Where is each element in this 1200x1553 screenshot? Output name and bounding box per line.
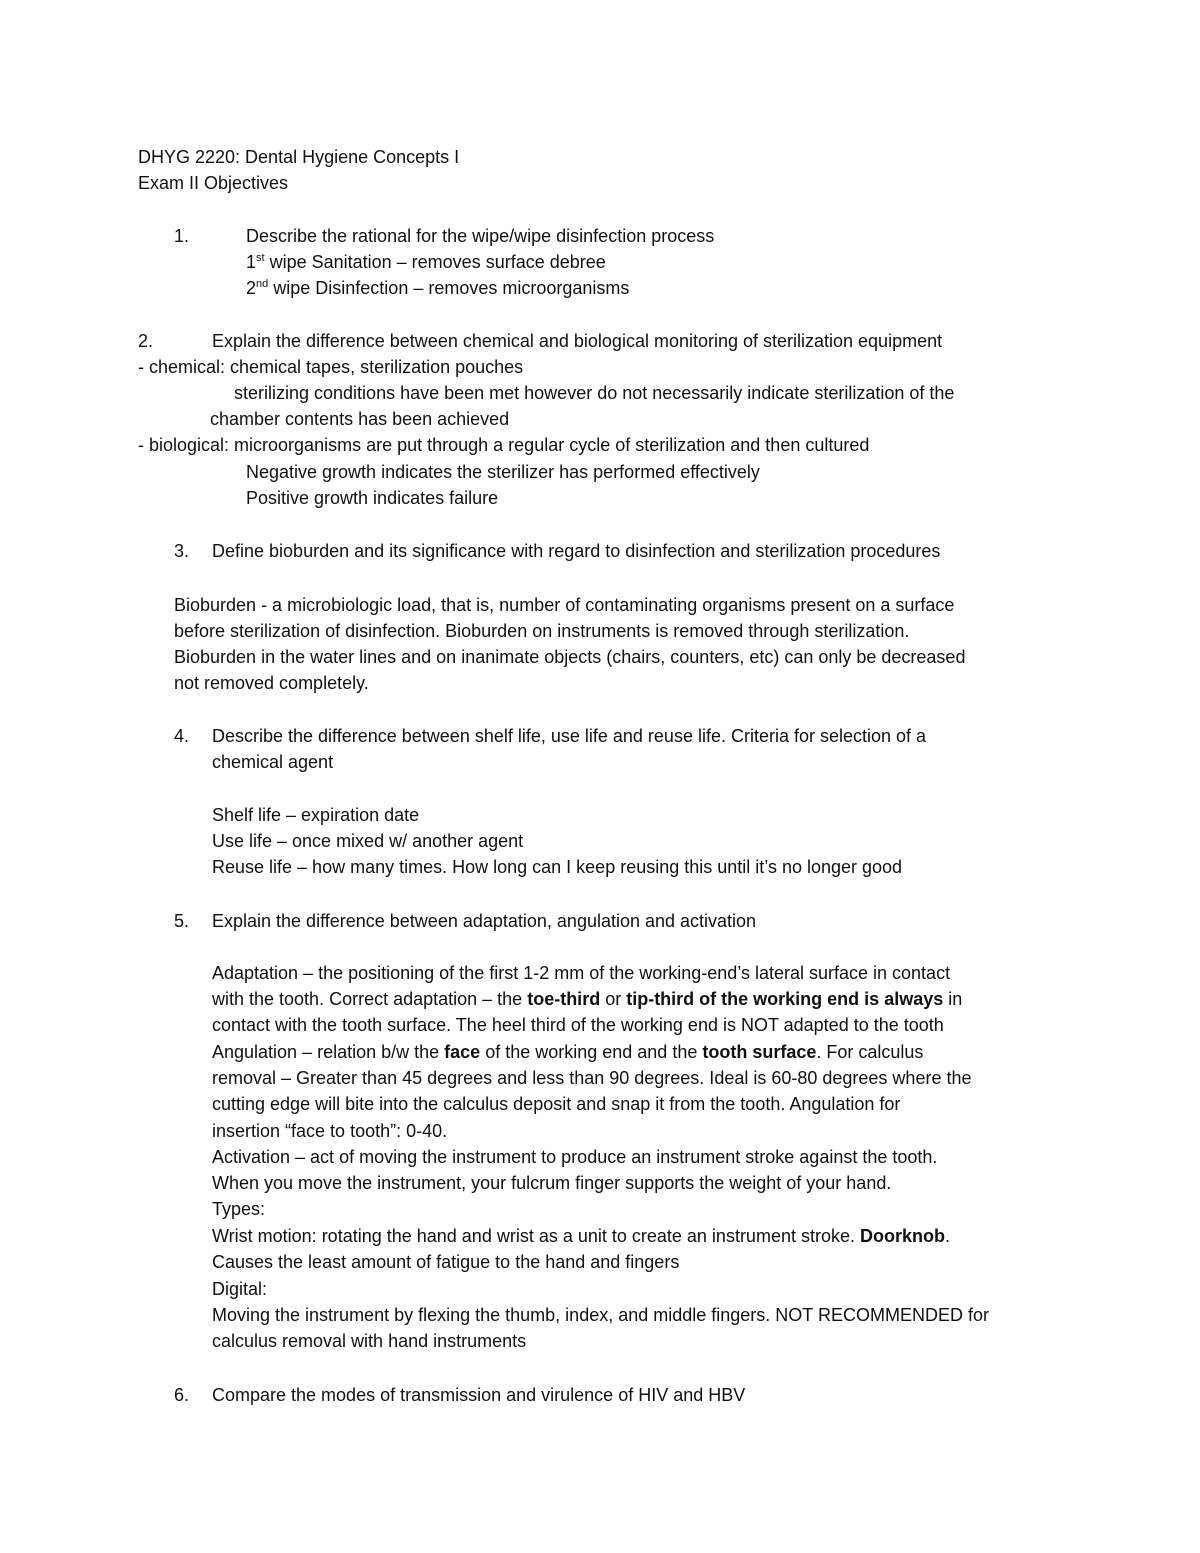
objective-1-text: Describe the rational for the wipe/wipe disinfection process (246, 226, 715, 246)
objective-5-answer-line: insertion “face to tooth”: 0-40. (212, 1121, 448, 1141)
objective-5-answer-line: Types: (212, 1199, 266, 1219)
objective-5-answer-line: Adaptation – the positioning of the first 1-2 mm of the working-end’s lateral surface in contact (212, 963, 951, 983)
objective-5-answer-line: Moving the instrument by flexing the thumb, index, and middle fingers. NOT RECOMMENDED for (212, 1305, 989, 1325)
objective-5-answer-line: cutting edge will bite into the calculus deposit and snap it from the tooth. Angulation for (212, 1094, 901, 1114)
exam-title: Exam II Objectives (138, 173, 289, 193)
objective-3-number: 3. (174, 541, 190, 561)
objective-2-text: Explain the difference between chemical and biological monitoring of sterilization equipment (212, 331, 943, 351)
objective-2-number: 2. (138, 331, 154, 351)
objective-5-answer-line: Digital: (212, 1279, 268, 1299)
objective-3-text: Define bioburden and its significance with regard to disinfection and sterilization procedures (212, 541, 941, 561)
objective-4-answer-line: Shelf life – expiration date (212, 805, 420, 825)
objective-2-answer-line: - chemical: chemical tapes, sterilization pouches (138, 357, 524, 377)
objective-5-answer-line: Wrist motion: rotating the hand and wrist as a unit to create an instrument stroke. Doorknob. (212, 1226, 950, 1246)
objective-5-text: Explain the difference between adaptation, angulation and activation (212, 911, 757, 931)
objective-5-answer-line: Angulation – relation b/w the face of the working end and the tooth surface. For calculus (212, 1042, 924, 1062)
objective-3-answer-line: before sterilization of disinfection. Bioburden on instruments is removed through sterilization. (174, 621, 910, 641)
course-title: DHYG 2220: Dental Hygiene Concepts I (138, 147, 460, 167)
objective-3-answer-line: Bioburden in the water lines and on inanimate objects (chairs, counters, etc) can only be decreased (174, 647, 966, 667)
objective-5-answer-line: Activation – act of moving the instrument to produce an instrument stroke against the tooth. (212, 1147, 938, 1167)
objective-3-answer-line: not removed completely. (174, 673, 369, 693)
objective-5-answer-line: contact with the tooth surface. The heel third of the working end is NOT adapted to the tooth (212, 1015, 944, 1035)
objective-4-text: chemical agent (212, 752, 334, 772)
objective-6-number: 6. (174, 1385, 190, 1405)
objective-5-answer-line: with the tooth. Correct adaptation – the toe-third or tip-third of the working end is always in (212, 989, 963, 1009)
objective-4-number: 4. (174, 726, 190, 746)
objective-1-number: 1. (174, 226, 190, 246)
objective-4-answer-line: Reuse life – how many times. How long can I keep reusing this until it’s no longer good (212, 857, 903, 877)
objective-4-text: Describe the difference between shelf life, use life and reuse life. Criteria for selection of a (212, 726, 927, 746)
objective-2-answer-line: chamber contents has been achieved (210, 409, 510, 429)
objective-2-answer-line: sterilizing conditions have been met however do not necessarily indicate sterilization of the (234, 383, 955, 403)
objective-2-answer-line: Negative growth indicates the sterilizer has performed effectively (246, 462, 760, 482)
objective-5-answer-line: calculus removal with hand instruments (212, 1331, 527, 1351)
objective-2-answer-line: Positive growth indicates failure (246, 488, 499, 508)
objective-5-answer-line: When you move the instrument, your fulcrum finger supports the weight of your hand. (212, 1173, 892, 1193)
objective-6-text: Compare the modes of transmission and virulence of HIV and HBV (212, 1385, 746, 1405)
objective-5-answer-line: Causes the least amount of fatigue to the hand and fingers (212, 1252, 680, 1272)
objective-4-answer-line: Use life – once mixed w/ another agent (212, 831, 524, 851)
objective-1-answer-1: 1st wipe Sanitation – removes surface debree (246, 252, 606, 272)
objective-5-number: 5. (174, 911, 190, 931)
objective-5-answer-line: removal – Greater than 45 degrees and less than 90 degrees. Ideal is 60-80 degrees where the (212, 1068, 972, 1088)
objective-3-answer-line: Bioburden - a microbiologic load, that is, number of contaminating organisms present on a surface (174, 595, 955, 615)
objective-2-answer-line: - biological: microorganisms are put through a regular cycle of sterilization and then cultured (138, 435, 870, 455)
objective-1-answer-2: 2nd wipe Disinfection – removes microorganisms (246, 278, 630, 298)
